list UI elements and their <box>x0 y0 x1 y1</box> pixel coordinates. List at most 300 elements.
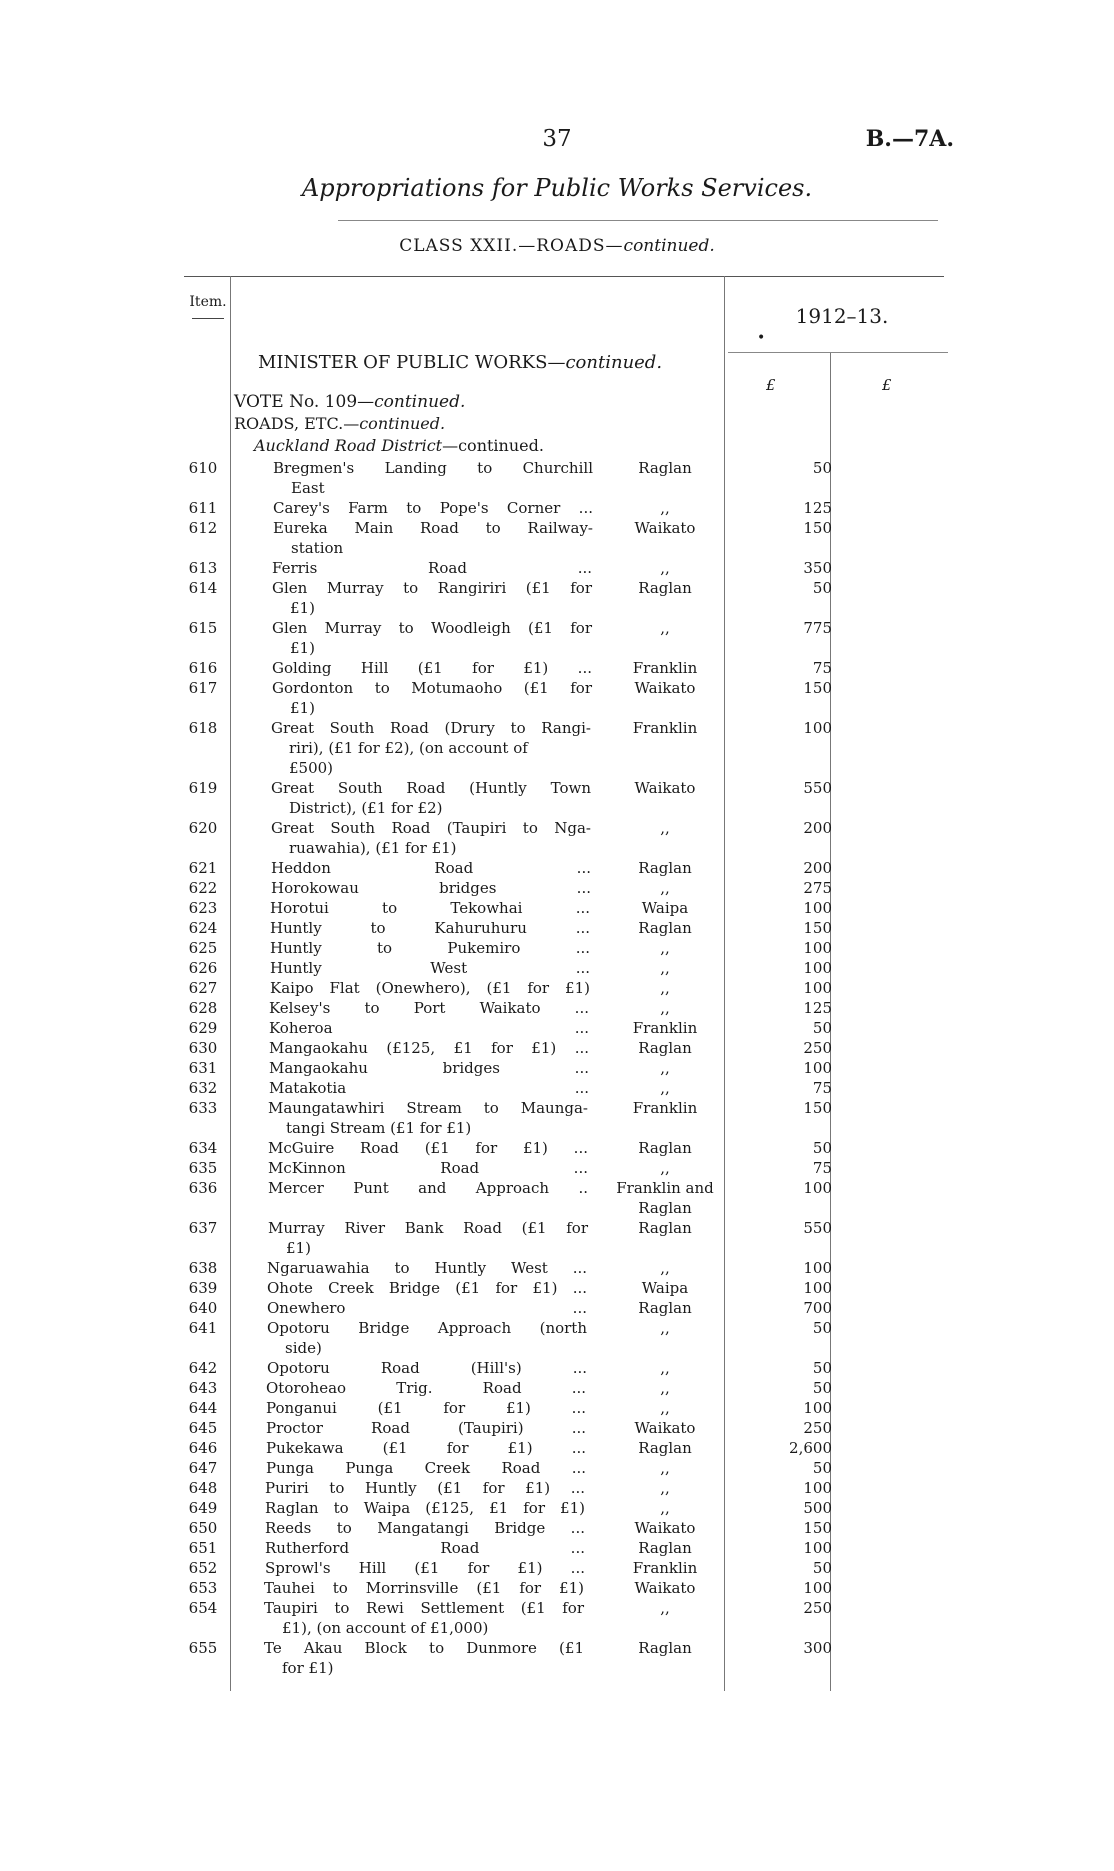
item-description-line: Great South Road (Huntly Town <box>271 779 591 797</box>
county-name: Franklin <box>632 659 698 677</box>
item-county <box>590 818 740 838</box>
item-amount: 250 <box>803 1599 832 1617</box>
item-description <box>265 1498 585 1518</box>
county-name: Raglan <box>638 579 692 597</box>
county-name: Raglan <box>638 859 692 877</box>
county-name: ,, <box>660 1319 670 1337</box>
item-number: 653 <box>188 1579 218 1597</box>
item-description-line: Onewhero ... <box>267 1299 587 1317</box>
county-name: Raglan <box>638 919 692 937</box>
item-amount: 2,600 <box>789 1439 832 1457</box>
item-description-line: Ngaruawahia to Huntly West ... <box>267 1259 587 1277</box>
item-description <box>272 578 592 618</box>
county-name: Franklin <box>632 1099 698 1117</box>
item-number: 637 <box>188 1219 218 1237</box>
item-county <box>590 1218 740 1238</box>
county-name: ,, <box>660 979 670 997</box>
item-description <box>265 1558 585 1578</box>
item-description <box>267 1318 587 1358</box>
item-description <box>267 1298 587 1318</box>
item-amount: 775 <box>803 619 832 637</box>
item-county <box>590 1318 740 1338</box>
county-name: Raglan <box>638 459 692 477</box>
item-county <box>590 1278 740 1298</box>
item-amount: 100 <box>803 979 832 997</box>
item-description <box>266 1418 586 1438</box>
item-county <box>590 1518 740 1538</box>
item-county <box>590 1378 740 1398</box>
item-number: 632 <box>188 1079 218 1097</box>
item-amount: 100 <box>803 1179 832 1197</box>
item-county <box>590 558 740 578</box>
item-number: 624 <box>188 919 218 937</box>
county-name: ,, <box>660 819 670 837</box>
item-description <box>269 998 589 1018</box>
county-name: ,, <box>660 1499 670 1517</box>
item-description-line: Mangaokahu (£125, £1 for £1) ... <box>269 1039 589 1057</box>
item-number: 636 <box>188 1179 218 1197</box>
item-number: 652 <box>188 1559 218 1577</box>
item-description <box>271 718 591 778</box>
item-description-line: Glen Murray to Woodleigh (£1 for <box>272 619 592 637</box>
item-amount: 100 <box>803 1279 832 1297</box>
item-description-line: Opotoru Bridge Approach (north <box>267 1319 587 1337</box>
item-county <box>590 898 740 918</box>
county-name: ,, <box>660 1599 670 1617</box>
item-description-line: Huntly to Kahuruhuru ... <box>270 919 590 937</box>
item-number: 647 <box>188 1459 218 1477</box>
item-description-line: Ferris Road ... <box>272 559 592 577</box>
item-description-line: Kaipo Flat (Onewhero), (£1 for £1) <box>270 979 590 997</box>
item-county <box>590 1018 740 1038</box>
item-county <box>590 878 740 898</box>
county-name: Franklin <box>632 1559 698 1577</box>
county-name: Raglan <box>638 1539 692 1557</box>
item-description <box>271 778 591 818</box>
item-column-header: Item. <box>189 294 227 310</box>
county-name: ,, <box>660 1159 670 1177</box>
item-description-line: Puriri to Huntly (£1 for £1) ... <box>265 1479 585 1497</box>
item-description <box>264 1638 584 1678</box>
county-name: ,, <box>660 959 670 977</box>
county-name: Waikato <box>634 1579 696 1597</box>
item-number: 638 <box>188 1259 218 1277</box>
item-description-line: Kelsey's to Port Waikato ... <box>269 999 589 1017</box>
item-description <box>270 918 590 938</box>
item-county <box>590 1578 740 1598</box>
item-amount: 50 <box>812 1459 832 1477</box>
item-amount: 250 <box>803 1039 832 1057</box>
item-description <box>270 978 590 998</box>
item-amount: 100 <box>803 939 832 957</box>
item-number: 621 <box>188 859 218 877</box>
item-county <box>590 1258 740 1278</box>
item-description-line: Golding Hill (£1 for £1) ... <box>272 659 592 677</box>
item-amount: 250 <box>803 1419 832 1437</box>
item-number: 654 <box>188 1599 218 1617</box>
item-county <box>590 1458 740 1478</box>
item-description <box>267 1258 587 1278</box>
item-county <box>590 918 740 938</box>
item-description <box>265 1478 585 1498</box>
item-description-line: Heddon Road ... <box>271 859 591 877</box>
item-description <box>266 1438 586 1458</box>
item-description-continuation: £1) <box>290 699 315 717</box>
county-name: Franklin <box>632 1019 698 1037</box>
item-description-continuation: tangi Stream (£1 for £1) <box>286 1119 472 1137</box>
item-amount: 150 <box>803 679 832 697</box>
item-county <box>590 578 740 598</box>
item-county <box>590 1058 740 1078</box>
county-name: Waikato <box>634 519 696 537</box>
county-name: Raglan <box>638 1139 692 1157</box>
item-number: 643 <box>188 1379 218 1397</box>
class-heading-continued: continued. <box>623 236 715 256</box>
item-number: 623 <box>188 899 218 917</box>
item-number: 641 <box>188 1319 218 1337</box>
county-name: ,, <box>660 1479 670 1497</box>
county-name: Waikato <box>634 1419 696 1437</box>
county-name: Waikato <box>634 679 696 697</box>
county-name: ,, <box>660 1379 670 1397</box>
county-name: ,, <box>660 1259 670 1277</box>
item-number: 610 <box>188 459 218 477</box>
item-number: 626 <box>188 959 218 977</box>
item-amount: 150 <box>803 519 832 537</box>
item-number: 650 <box>188 1519 218 1537</box>
item-description-line: Pukekawa (£1 for £1) ... <box>266 1439 586 1457</box>
item-amount: 500 <box>803 1499 832 1517</box>
item-amount: 100 <box>803 719 832 737</box>
item-amount: 100 <box>803 1259 832 1277</box>
item-description-line: Maungatawhiri Stream to Maunga- <box>268 1099 588 1117</box>
item-number: 614 <box>188 579 218 597</box>
item-description <box>267 1358 587 1378</box>
item-number: 655 <box>188 1639 218 1657</box>
item-county <box>590 1098 740 1118</box>
item-number: 630 <box>188 1039 218 1057</box>
item-description-continuation: for £1) <box>282 1659 334 1677</box>
item-number: 611 <box>188 499 218 517</box>
item-amount: 550 <box>803 779 832 797</box>
item-description-line: Koheroa ... <box>269 1019 589 1037</box>
item-description <box>271 858 591 878</box>
item-number: 640 <box>188 1299 218 1317</box>
item-amount: 100 <box>803 1399 832 1417</box>
item-number: 612 <box>188 519 218 537</box>
vote-heading-continued: continued. <box>374 392 466 412</box>
item-county <box>590 1138 740 1158</box>
item-county <box>590 658 740 678</box>
roads-heading-main: ROADS, ETC.— <box>234 414 360 433</box>
item-amount: 50 <box>812 579 832 597</box>
item-description-continuation: East <box>291 479 325 497</box>
item-description-line: Glen Murray to Rangiriri (£1 for <box>272 579 592 597</box>
district-continued: —continued. <box>442 436 544 455</box>
item-county <box>590 958 740 978</box>
pound-unit-label-total: £ <box>882 376 892 394</box>
item-description <box>270 898 590 918</box>
item-description-line: Proctor Road (Taupiri) ... <box>266 1419 586 1437</box>
item-number: 639 <box>188 1279 218 1297</box>
item-amount: 125 <box>803 999 832 1017</box>
item-description-line: Rutherford Road ... <box>265 1539 585 1557</box>
item-county <box>590 1158 740 1178</box>
item-number: 613 <box>188 559 218 577</box>
item-county <box>590 618 740 638</box>
page-number: 37 <box>542 126 572 152</box>
item-number: 642 <box>188 1359 218 1377</box>
minister-heading-main: MINISTER OF PUBLIC WORKS— <box>258 352 566 373</box>
county-name: Waikato <box>634 779 696 797</box>
item-description <box>266 1398 586 1418</box>
item-description <box>270 938 590 958</box>
item-amount: 100 <box>803 1539 832 1557</box>
item-description <box>269 1018 589 1038</box>
item-description-continuation: riri), (£1 for £2), (on account of <box>289 739 528 757</box>
county-name: ,, <box>660 1059 670 1077</box>
item-description-line: Raglan to Waipa (£125, £1 for £1) <box>265 1499 585 1517</box>
item-number: 617 <box>188 679 218 697</box>
item-number: 616 <box>188 659 218 677</box>
item-description-line: Otoroheao Trig. Road ... <box>266 1379 586 1397</box>
item-county <box>590 998 740 1018</box>
county-name: Waipa <box>641 899 689 917</box>
item-amount: 275 <box>803 879 832 897</box>
item-description-continuation: £1) <box>290 599 315 617</box>
item-amount: 200 <box>803 859 832 877</box>
item-description-line: Bregmen's Landing to Churchill <box>273 459 593 477</box>
roads-heading-continued: continued. <box>359 414 446 433</box>
item-county <box>590 678 740 698</box>
item-amount: 125 <box>803 499 832 517</box>
item-number: 629 <box>188 1019 218 1037</box>
county-name: ,, <box>660 499 670 517</box>
item-description-line: Huntly to Pukemiro ... <box>270 939 590 957</box>
county-name: ,, <box>660 1459 670 1477</box>
item-number: 615 <box>188 619 218 637</box>
item-number: 622 <box>188 879 218 897</box>
item-description-line: Eureka Main Road to Railway- <box>273 519 593 537</box>
item-county <box>590 1298 740 1318</box>
item-description-line: Murray River Bank Road (£1 for <box>268 1219 588 1237</box>
item-number: 627 <box>188 979 218 997</box>
item-description <box>272 658 592 678</box>
minister-heading-continued: continued. <box>565 352 663 373</box>
item-description-line: Gordonton to Motumaoho (£1 for <box>272 679 592 697</box>
item-description <box>271 818 591 858</box>
item-amount: 50 <box>812 1559 832 1577</box>
item-description <box>268 1098 588 1138</box>
county-name: Raglan <box>638 1219 692 1237</box>
county-name: ,, <box>660 619 670 637</box>
item-amount: 50 <box>812 1319 832 1337</box>
item-amount: 50 <box>812 1019 832 1037</box>
item-description <box>273 518 593 558</box>
item-description-line: Great South Road (Taupiri to Nga- <box>271 819 591 837</box>
item-description-line: McGuire Road (£1 for £1) ... <box>268 1139 588 1157</box>
item-description <box>270 958 590 978</box>
item-description <box>267 1278 587 1298</box>
item-description-line: Huntly West ... <box>270 959 590 977</box>
item-county <box>590 1358 740 1378</box>
item-amount: 150 <box>803 1099 832 1117</box>
item-county <box>590 1178 740 1218</box>
item-county <box>590 1558 740 1578</box>
item-description-line: Mangaokahu bridges ... <box>269 1059 589 1077</box>
item-description-line: Opotoru Road (Hill's) ... <box>267 1359 587 1377</box>
item-county <box>590 1598 740 1618</box>
item-number: 628 <box>188 999 218 1017</box>
year-column-header: 1912–13. <box>795 304 889 328</box>
item-description-line: Te Akau Block to Dunmore (£1 <box>264 1639 584 1657</box>
item-county <box>590 1478 740 1498</box>
county-name: ,, <box>660 559 670 577</box>
item-description-line: McKinnon Road ... <box>268 1159 588 1177</box>
item-county <box>590 1498 740 1518</box>
item-county <box>590 938 740 958</box>
item-description-line: Matakotia ... <box>269 1079 589 1097</box>
item-county <box>590 1078 740 1098</box>
item-description-continuation: £500) <box>289 759 334 777</box>
county-name: ,, <box>660 879 670 897</box>
item-county <box>590 718 740 738</box>
item-county <box>590 1398 740 1418</box>
item-county <box>590 1038 740 1058</box>
item-amount: 300 <box>803 1639 832 1657</box>
item-county <box>590 498 740 518</box>
item-county <box>590 1438 740 1458</box>
county-name: Raglan <box>638 1299 692 1317</box>
county-name: Franklin and <box>616 1179 714 1197</box>
item-amount: 75 <box>812 1079 832 1097</box>
item-number: 625 <box>188 939 218 957</box>
item-description-continuation: £1) <box>290 639 315 657</box>
item-description-continuation: £1) <box>286 1239 311 1257</box>
item-description-line: Carey's Farm to Pope's Corner ... <box>273 499 593 517</box>
item-description-line: Ponganui (£1 for £1) ... <box>266 1399 586 1417</box>
county-name: Waipa <box>641 1279 689 1297</box>
item-county <box>590 978 740 998</box>
item-county <box>590 858 740 878</box>
item-description-line: Ohote Creek Bridge (£1 for £1) ... <box>267 1279 587 1297</box>
item-number: 651 <box>188 1539 218 1557</box>
item-amount: 100 <box>803 1579 832 1597</box>
item-description-line: Horotui to Tekowhai ... <box>270 899 590 917</box>
item-number: 644 <box>188 1399 218 1417</box>
vote-heading-main: VOTE No. 109— <box>234 392 375 412</box>
item-description <box>265 1518 585 1538</box>
item-number: 633 <box>188 1099 218 1117</box>
item-amount: 50 <box>812 1139 832 1157</box>
item-description <box>266 1378 586 1398</box>
item-description-line: Sprowl's Hill (£1 for £1) ... <box>265 1559 585 1577</box>
item-description <box>271 878 591 898</box>
item-number: 620 <box>188 819 218 837</box>
item-description <box>269 1058 589 1078</box>
county-name: Raglan <box>638 1039 692 1057</box>
item-number: 645 <box>188 1419 218 1437</box>
item-description-line: Tauhei to Morrinsville (£1 for £1) <box>264 1579 584 1597</box>
item-amount: 50 <box>812 1379 832 1397</box>
item-number: 649 <box>188 1499 218 1517</box>
item-description <box>264 1578 584 1598</box>
county-name: Raglan <box>638 1639 692 1657</box>
item-amount: 550 <box>803 1219 832 1237</box>
item-amount: 100 <box>803 959 832 977</box>
county-name: Franklin <box>632 719 698 737</box>
district-name: Auckland Road District <box>254 436 443 455</box>
item-description-line: Punga Punga Creek Road ... <box>266 1459 586 1477</box>
item-amount: 200 <box>803 819 832 837</box>
county-name-continuation: Raglan <box>638 1199 692 1217</box>
item-amount: 100 <box>803 1059 832 1077</box>
item-description-line: Reeds to Mangatangi Bridge ... <box>265 1519 585 1537</box>
class-heading-main: CLASS XXII.—ROADS— <box>399 236 624 256</box>
item-county <box>590 518 740 538</box>
item-description <box>268 1138 588 1158</box>
county-name: ,, <box>660 939 670 957</box>
item-number: 618 <box>188 719 218 737</box>
county-name: ,, <box>660 1079 670 1097</box>
county-name: ,, <box>660 1359 670 1377</box>
item-description <box>273 498 593 518</box>
item-description-line: Mercer Punt and Approach .. <box>268 1179 588 1197</box>
item-description <box>266 1458 586 1478</box>
item-number: 648 <box>188 1479 218 1497</box>
item-description <box>272 618 592 658</box>
item-amount: 350 <box>803 559 832 577</box>
item-description-continuation: station <box>291 539 344 557</box>
county-name: Raglan <box>638 1439 692 1457</box>
item-description <box>265 1538 585 1558</box>
item-amount: 50 <box>812 459 832 477</box>
item-description <box>273 458 593 498</box>
item-description <box>272 558 592 578</box>
page-title: Appropriations for Public Works Services. <box>301 174 813 202</box>
item-county <box>590 778 740 798</box>
county-name: Waikato <box>634 1519 696 1537</box>
item-amount: 150 <box>803 919 832 937</box>
item-description-continuation: side) <box>285 1339 322 1357</box>
item-amount: 100 <box>803 1479 832 1497</box>
item-description-continuation: £1), (on account of £1,000) <box>282 1619 489 1637</box>
item-description-line: Taupiri to Rewi Settlement (£1 for <box>264 1599 584 1617</box>
pound-unit-label: £ <box>766 376 776 394</box>
item-description-continuation: ruawahia), (£1 for £1) <box>289 839 457 857</box>
item-amount: 100 <box>803 899 832 917</box>
item-county <box>590 458 740 478</box>
item-number: 635 <box>188 1159 218 1177</box>
item-county <box>590 1538 740 1558</box>
county-name: ,, <box>660 1399 670 1417</box>
item-description <box>268 1218 588 1258</box>
item-description <box>264 1598 584 1638</box>
county-name: ,, <box>660 999 670 1017</box>
item-description-line: Horokowau bridges ... <box>271 879 591 897</box>
item-number: 631 <box>188 1059 218 1077</box>
item-description <box>268 1178 588 1198</box>
item-amount: 700 <box>803 1299 832 1317</box>
item-amount: 50 <box>812 1359 832 1377</box>
item-description <box>269 1078 589 1098</box>
item-number: 619 <box>188 779 218 797</box>
header-dot: • <box>757 330 766 346</box>
item-description <box>272 678 592 718</box>
item-amount: 75 <box>812 1159 832 1177</box>
item-county <box>590 1638 740 1658</box>
document-reference: B.—7A. <box>865 126 954 152</box>
